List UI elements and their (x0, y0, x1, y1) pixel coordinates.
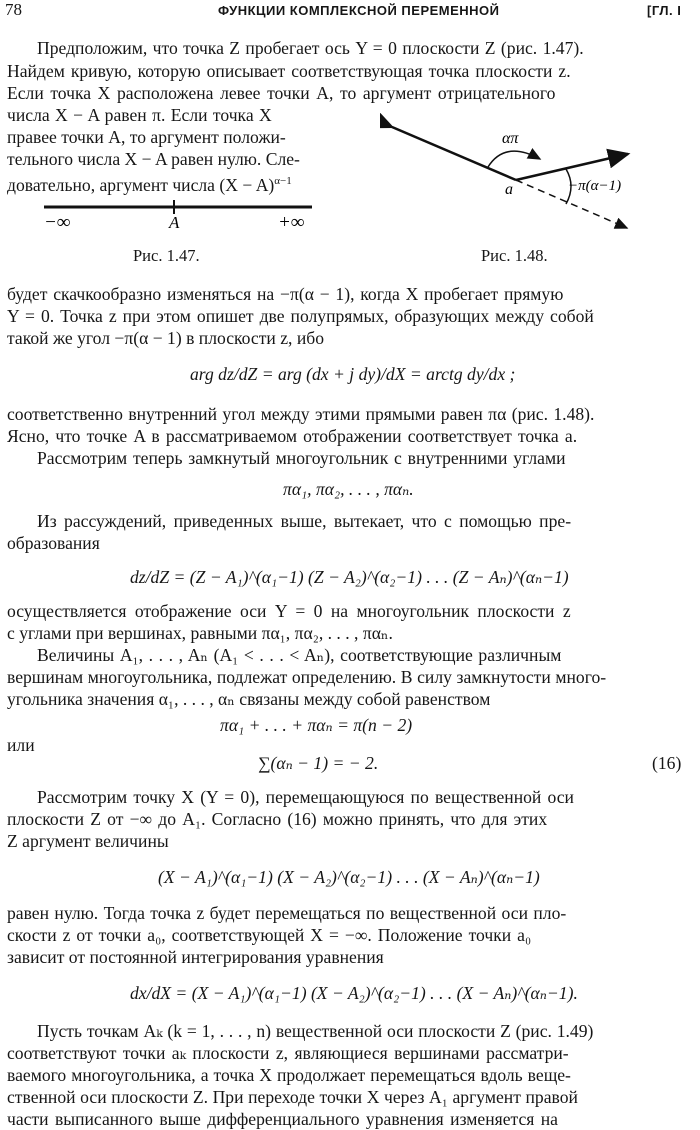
outgoing-ray (516, 154, 628, 180)
text-line: равен нулю. Тогда точка z будет перемещаться по вещественной оси пло- (7, 903, 567, 923)
incoming-ray (392, 127, 516, 180)
minus-infinity-label: −∞ (44, 212, 71, 233)
text-line: с углами при вершинах, равными πα₁, πα₂, . . . , παₙ. (7, 623, 393, 643)
running-title: ФУНКЦИИ КОМПЛЕКСНОЙ ПЕРЕМЕННОЙ (218, 3, 500, 18)
text-line: Y = 0. Точка z при этом опишет две полупрямых, образующих между собой (7, 306, 594, 326)
text-line: Найдем кривую, которую описывает соответствующая точка плоскости z. (7, 61, 571, 81)
text-line: соответствуют точки aₖ плоскости z, являющиеся вершинами рассматри- (7, 1043, 569, 1063)
text-line: вершинам многоугольника, подлежат определению. В силу замкнутости много- (7, 667, 607, 687)
text-line: Величины A₁, . . . , Aₙ (A₁ < . . . < Aₙ), соответствующие различным (37, 645, 562, 665)
figure-1-47-caption: Рис. 1.47. (133, 246, 200, 265)
equation-transform: dz/dZ = (Z − A₁)^(α₁−1) (Z − A₂)^(α₂−1) . . . (Z − Aₙ)^(αₙ−1) (130, 567, 569, 587)
text-line: Рассмотрим точку X (Y = 0), перемещающуюся по вещественной оси (37, 787, 574, 807)
text-line: Если точка X расположена левее точки A, то аргумент отрицательного (7, 83, 556, 103)
page-number: 78 (5, 0, 22, 19)
figure-1-48-caption: Рис. 1.48. (481, 246, 548, 265)
figure-1-47 (30, 195, 330, 235)
equation-16: ∑(αₙ − 1) = − 2. (258, 753, 379, 773)
exponent: α−1 (274, 175, 292, 187)
text-line: ваемого многоугольника, а точка X продолжает перемещаться вдоль веще- (7, 1065, 571, 1085)
equation-differential: dx/dX = (X − A₁)^(α₁−1) (X − A₂)^(α₂−1) . . . (X − Aₙ)^(αₙ−1). (130, 983, 578, 1003)
chapter-label: [ГЛ. I (647, 3, 682, 18)
text-line: плоскости Z от −∞ до A₁. Согласно (16) можно принять, что для этих (7, 809, 548, 829)
text-line: правее точки A, то аргумент положи- (7, 127, 286, 147)
equation-angle-sum: πα₁ + . . . + παₙ = π(n − 2) (220, 715, 413, 735)
equation-product: (X − A₁)^(α₁−1) (X − A₂)^(α₂−1) . . . (X − Aₙ)^(αₙ−1) (158, 867, 540, 887)
text-line: или (7, 735, 35, 755)
text-line: угольника значения α₁, . . . , αₙ связаны между собой равенством (7, 689, 491, 709)
text-fragment: довательно, аргумент числа (X − A) (7, 174, 275, 195)
text-line: тельного числа X − A равен нулю. Сле- (7, 149, 300, 169)
text-line: Предположим, что точка Z пробегает ось Y = 0 плоскости Z (рис. 1.47). (37, 38, 584, 58)
text-line: скости z от точки a₀, соответствующей X = −∞. Положение точки a₀ (7, 925, 532, 945)
text-line: соответственно внутренний угол между этими прямыми равен πα (рис. 1.48). (7, 404, 595, 424)
vertex-a-label: a (505, 181, 513, 198)
angle-alpha-pi-label: απ (502, 130, 519, 147)
text-line: числа X − A равен π. Если точка X (7, 105, 272, 125)
plus-infinity-label: +∞ (278, 212, 305, 233)
equation-arg: arg dz/dZ = arg (dx + j dy)/dX = arctg dy/dx ; (190, 364, 516, 384)
interior-angle-arc (488, 151, 540, 167)
text-line: Z аргумент величины (7, 831, 169, 851)
text-line: Пусть точкам Aₖ (k = 1, . . . , n) вещественной оси плоскости Z (рис. 1.49) (37, 1021, 594, 1041)
point-a-label: A (169, 213, 180, 232)
text-line: ственной оси плоскости Z. При переходе точки X через A₁ аргумент правой (7, 1087, 578, 1107)
text-line: Ясно, что точке A в рассматриваемом отображении соответствует точка a. (7, 426, 578, 446)
text-line: Рассмотрим теперь замкнутый многоугольник с внутренними углами (37, 448, 566, 468)
figure-1-48 (380, 110, 660, 240)
text-line (7, 170, 292, 196)
equation-angles: πα₁, πα₂, . . . , παₙ. (283, 479, 414, 499)
equation-number: (16) (652, 753, 682, 773)
text-line: части выписанного выше дифференциального уравнения изменяется на (7, 1109, 558, 1129)
text-line: такой же угол −π(α − 1) в плоскости z, ибо (7, 328, 324, 348)
exterior-angle-label: −π(α−1) (568, 178, 622, 194)
text-line: будет скачкообразно изменяться на −π(α − 1), когда X пробегает прямую (7, 284, 564, 304)
text-line: осуществляется отображение оси Y = 0 на многоугольник плоскости z (7, 601, 571, 621)
text-line: зависит от постоянной интегрирования уравнения (7, 947, 384, 967)
text-line: образования (7, 533, 100, 553)
text-line: Из рассуждений, приведенных выше, вытекает, что с помощью пре- (37, 511, 572, 531)
